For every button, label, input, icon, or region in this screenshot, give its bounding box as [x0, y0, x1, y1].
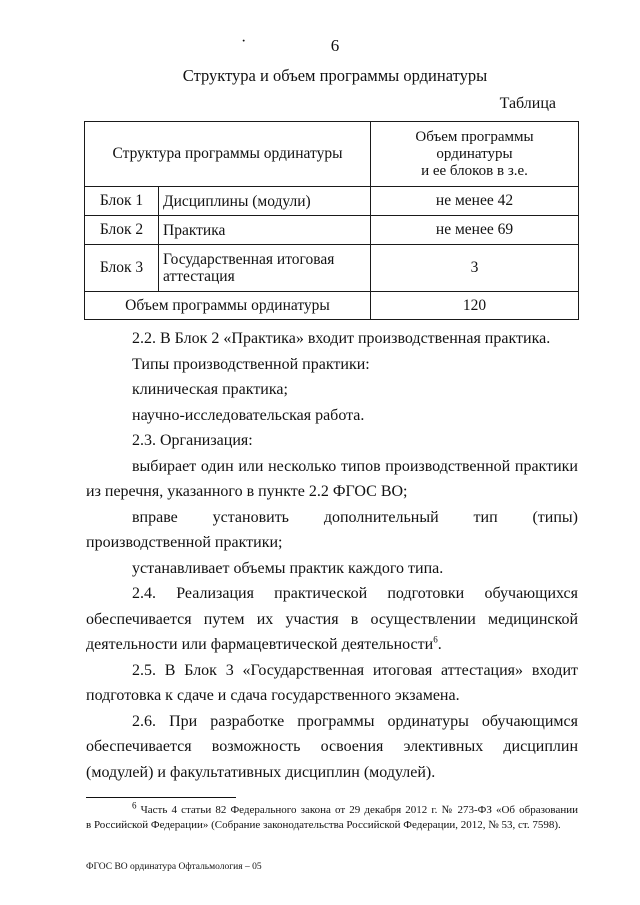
header-volume-line: Объем программы: [415, 128, 534, 145]
footnote-divider: [86, 797, 236, 798]
footnote: [86, 800, 579, 833]
header-volume-line: ординатуры: [436, 145, 513, 162]
header-volume-cell: [371, 122, 579, 187]
paragraph: 2.2. В Блок 2 «Практика» входит производственная практика.: [132, 330, 551, 347]
paragraph: 2.5. В Блок 3 «Государственная итоговая аттестация» входит подготовка к сдаче и сдача государственного экзамена.: [86, 661, 578, 704]
program-structure-table: [84, 121, 579, 320]
section-title: Структура и объем программы ординатуры: [182, 66, 488, 85]
page-number: 6: [330, 36, 340, 55]
table-row: [85, 245, 579, 292]
footnote-ref: 6: [433, 634, 438, 645]
paragraph-end: .: [437, 636, 442, 653]
block-name-cell: [159, 187, 371, 216]
table-row: [85, 216, 579, 245]
table-row: [85, 187, 579, 216]
volume-cell: 3: [371, 245, 579, 292]
table-total-row: [85, 292, 579, 320]
block-cell: Блок 2: [85, 216, 159, 245]
block-name-line: аттестация: [163, 268, 235, 285]
block-name-cell: [159, 245, 371, 292]
stray-dot: ·: [241, 33, 247, 50]
header-structure-cell: Структура программы ординатуры: [85, 122, 371, 187]
paragraph-text: 2.4. Реализация практической подготовки обучающихся обеспечивается путем их участия в осуществлении медицинской деятельности или фармацевтической деятельности: [86, 585, 578, 653]
block-name-line: Государственная итоговая: [163, 251, 335, 268]
paragraph: устанавливает объемы практик каждого типа.: [132, 559, 444, 577]
paragraph: клиническая практика;: [132, 381, 288, 398]
paragraph: [86, 581, 578, 658]
block-cell: Блок 1: [85, 187, 159, 216]
table-label: Таблица: [499, 95, 556, 112]
table-header-row: [85, 122, 579, 187]
block-cell: Блок 3: [85, 245, 159, 292]
paragraph: Типы производственной практики:: [132, 355, 370, 373]
paragraph: выбирает один или несколько типов производственной практики из перечня, указанного в пункте 2.2 ФГОС ВО;: [86, 457, 578, 500]
paragraph: научно-исследовательская работа.: [132, 406, 365, 424]
footnote-line-text: Часть 4 статьи 82 Федерального закона от 29 декабря 2012 г. № 273-ФЗ «Об образовании: [140, 804, 579, 816]
total-volume-cell: 120: [371, 292, 579, 320]
footnote-mark: 6: [132, 800, 137, 811]
block-name-line: Практика: [163, 221, 226, 239]
header-volume-line: и ее блоков в з.е.: [421, 162, 528, 179]
body-text: [86, 326, 578, 785]
paragraph: 2.6. При разработке программы ординатуры обучающимся обеспечивается возможность освоения элективных дисциплин (модулей) и факультативных дисциплин (модулей).: [86, 712, 578, 781]
footnote-line: в Российской Федерации» (Собрание законодательства Российской Федерации, 2012, № 53, ст. 7598).: [86, 819, 561, 831]
block-name-cell: [159, 216, 371, 245]
paragraph: вправе установить дополнительный тип (типы) производственной практики;: [86, 508, 578, 551]
block-name-line: Дисциплины (модули): [163, 192, 311, 210]
page-footer: ФГОС ВО ординатура Офтальмология – 05: [86, 862, 262, 872]
volume-cell: не менее 42: [371, 187, 579, 216]
total-label-cell: Объем программы ординатуры: [85, 292, 371, 320]
paragraph: 2.3. Организация:: [132, 432, 253, 449]
footnote-line: [86, 800, 579, 818]
volume-cell: не менее 69: [371, 216, 579, 245]
